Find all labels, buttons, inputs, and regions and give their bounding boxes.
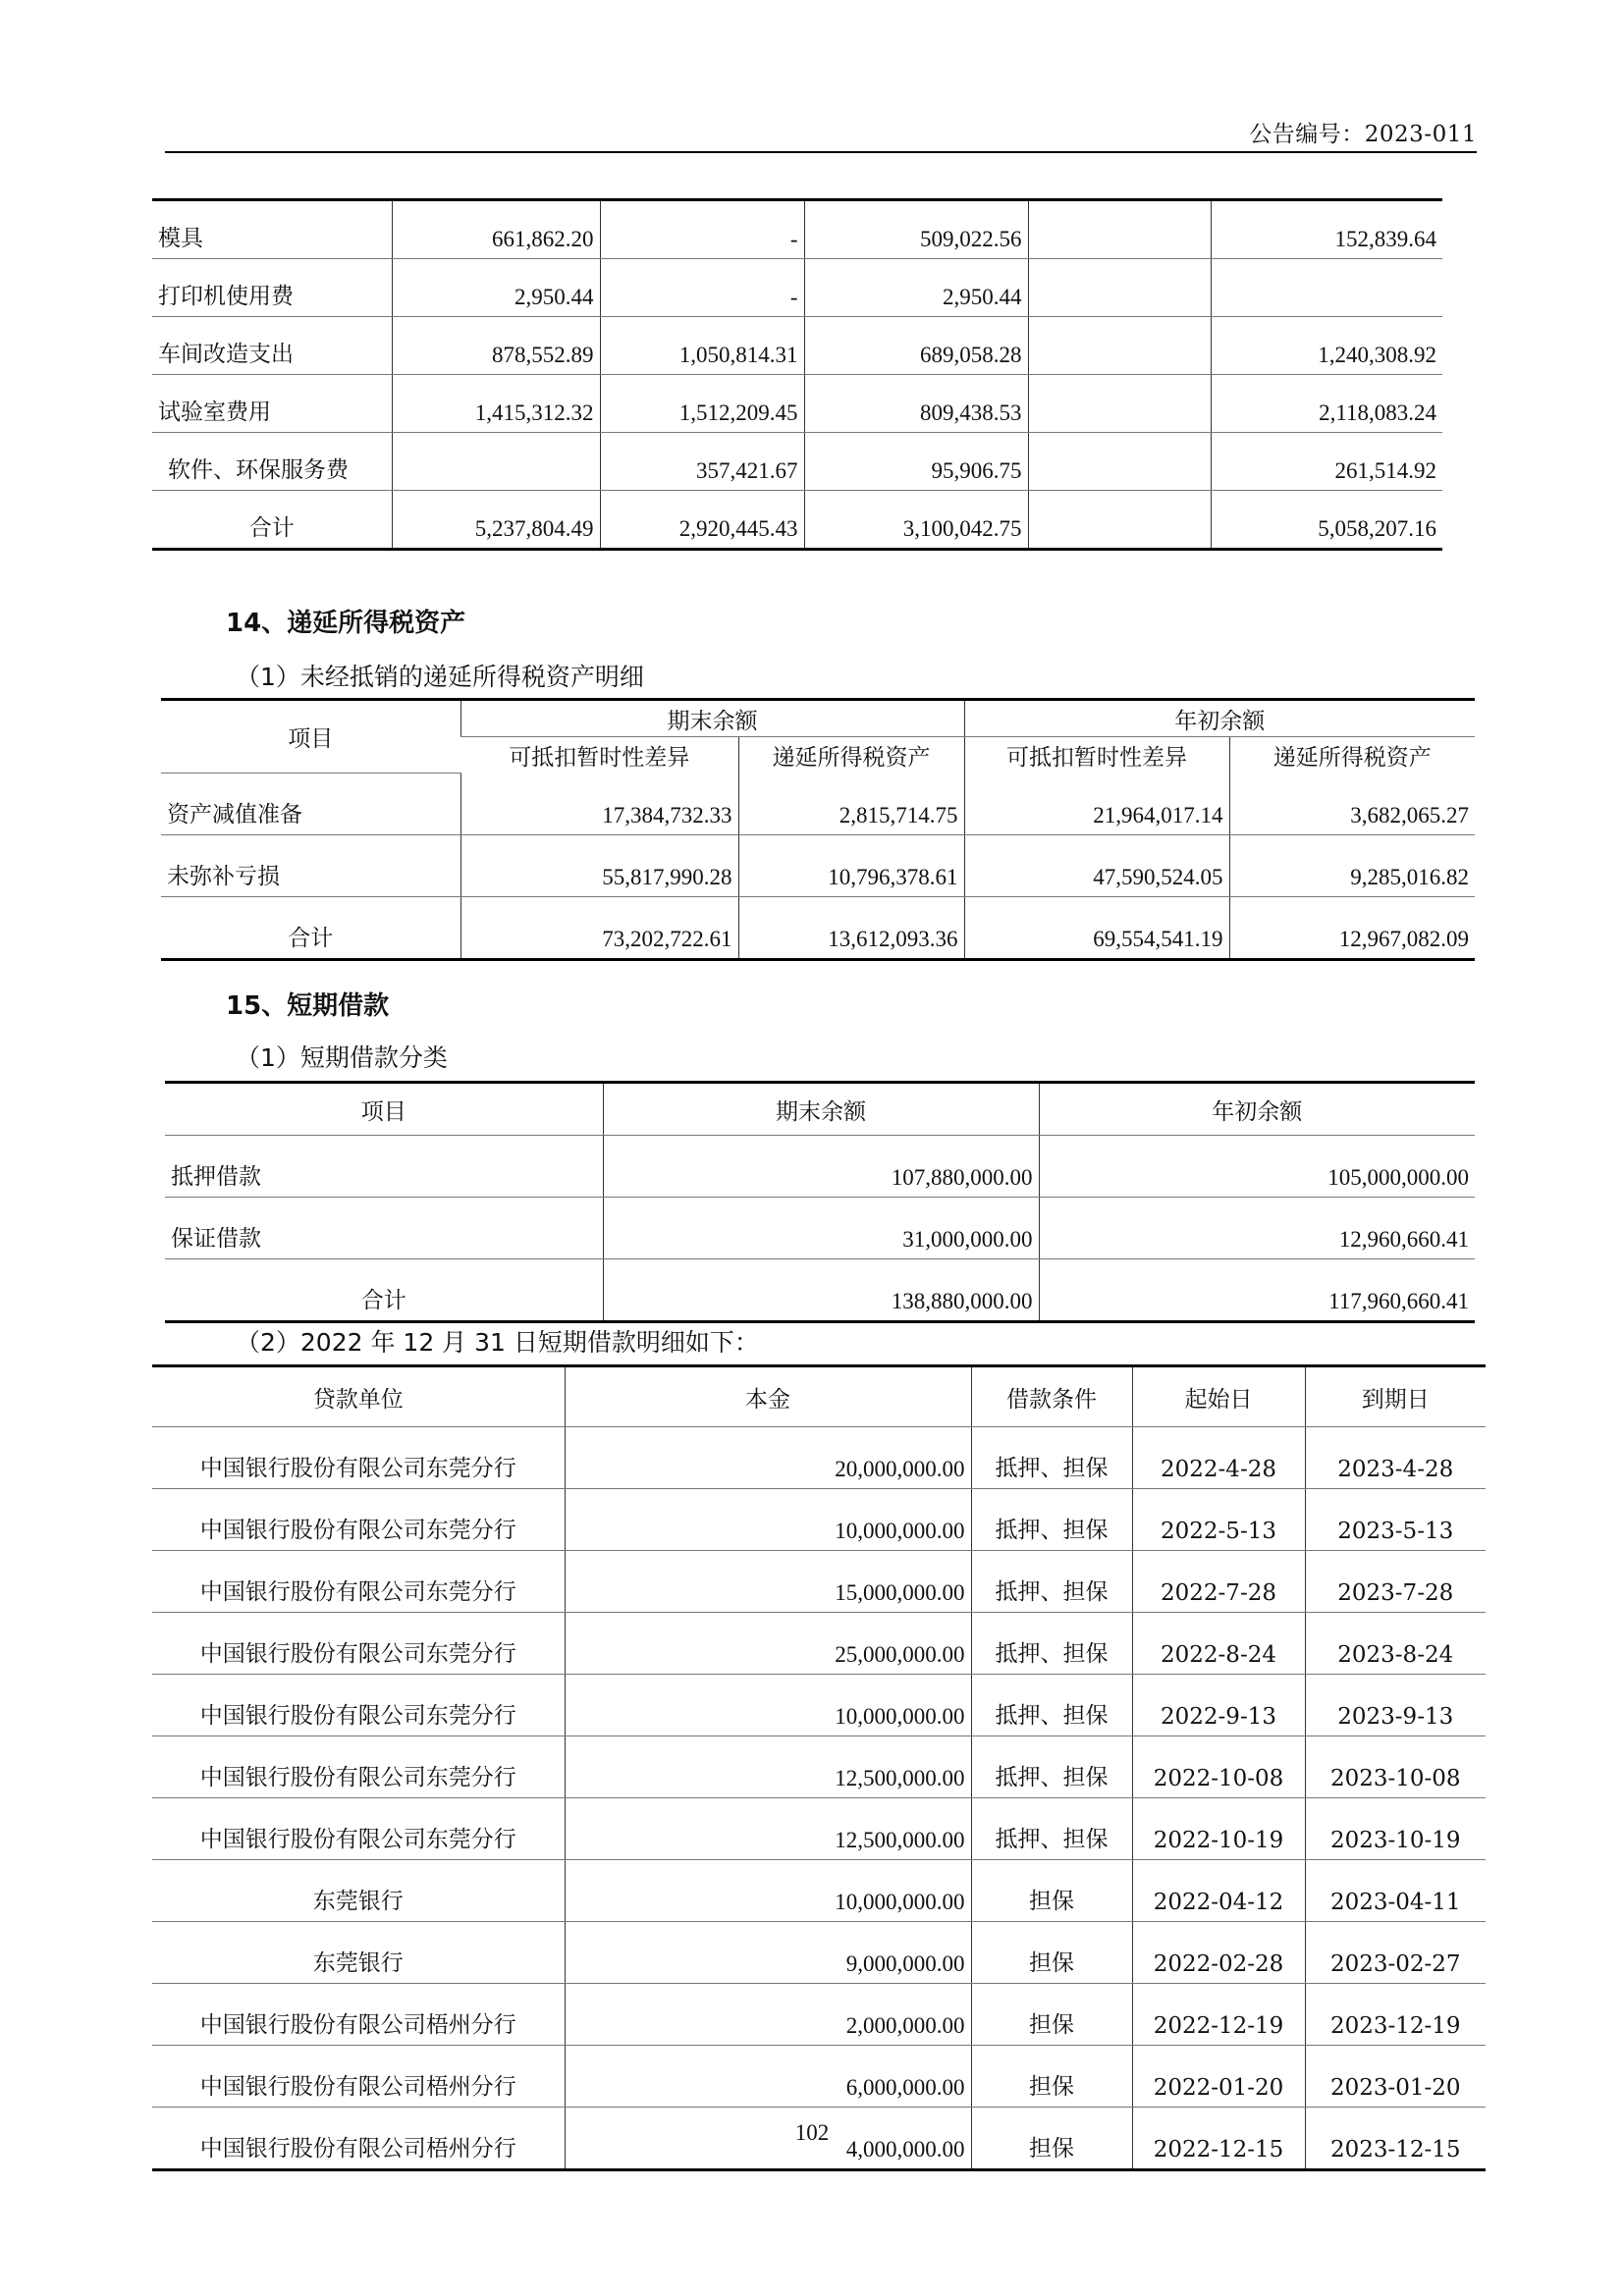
- lender-cell: 东莞银行: [152, 1860, 565, 1922]
- amount-cell: 138,880,000.00: [603, 1259, 1039, 1322]
- due-date-cell: 2023-02-27: [1305, 1922, 1486, 1984]
- condition-cell: 抵押、担保: [971, 1489, 1132, 1551]
- amount-cell: [1028, 433, 1211, 491]
- due-date-cell: 2023-12-19: [1305, 1984, 1486, 2046]
- column-header: 本金: [565, 1366, 971, 1427]
- table-row: [152, 1675, 1486, 1736]
- section-14-subtitle: （1）未经抵销的递延所得税资产明细: [236, 663, 644, 691]
- table-row: [152, 2046, 1486, 2108]
- table-row: [152, 200, 1442, 259]
- amount-cell: 2,118,083.24: [1211, 375, 1442, 433]
- principal-cell: 25,000,000.00: [565, 1613, 971, 1675]
- row-label: 保证借款: [165, 1198, 603, 1259]
- start-date-cell: 2022-12-15: [1132, 2108, 1305, 2170]
- amount-cell: 509,022.56: [804, 200, 1028, 259]
- column-header: 项目: [165, 1083, 603, 1136]
- column-header: 贷款单位: [152, 1366, 565, 1427]
- table-row: [152, 1860, 1486, 1922]
- start-date-cell: 2022-7-28: [1132, 1551, 1305, 1613]
- condition-cell: 担保: [971, 2046, 1132, 2108]
- amount-cell: 1,240,308.92: [1211, 317, 1442, 375]
- principal-cell: 12,500,000.00: [565, 1798, 971, 1860]
- amount-cell: 661,862.20: [392, 200, 600, 259]
- deferred-tax-assets-table: [161, 698, 1475, 961]
- section-15-subtitle-2: （2）2022 年 12 月 31 日短期借款明细如下：: [236, 1328, 759, 1357]
- condition-cell: 抵押、担保: [971, 1675, 1132, 1736]
- table-row: [152, 433, 1442, 491]
- condition-cell: 抵押、担保: [971, 1736, 1132, 1798]
- amount-cell: [1028, 200, 1211, 259]
- amount-cell: 689,058.28: [804, 317, 1028, 375]
- amount-cell: 5,237,804.49: [392, 491, 600, 550]
- principal-cell: 15,000,000.00: [565, 1551, 971, 1613]
- amount-cell: 1,512,209.45: [600, 375, 804, 433]
- principal-cell: 10,000,000.00: [565, 1860, 971, 1922]
- due-date-cell: 2023-12-15: [1305, 2108, 1486, 2170]
- lender-cell: 中国银行股份有限公司东莞分行: [152, 1675, 565, 1736]
- amount-cell: 9,285,016.82: [1229, 834, 1475, 896]
- condition-cell: 抵押、担保: [971, 1798, 1132, 1860]
- start-date-cell: 2022-10-19: [1132, 1798, 1305, 1860]
- amount-cell: 31,000,000.00: [603, 1198, 1039, 1259]
- section-15-title: 15、短期借款: [226, 991, 390, 1021]
- lender-cell: 中国银行股份有限公司东莞分行: [152, 1551, 565, 1613]
- row-label: 合计: [288, 925, 334, 951]
- row-label: 模具: [152, 200, 392, 259]
- row-label: 车间改造支出: [152, 317, 392, 375]
- table-row: [161, 773, 1475, 834]
- amount-cell: 1,050,814.31: [600, 317, 804, 375]
- lender-cell: 中国银行股份有限公司梧州分行: [152, 2046, 565, 2108]
- due-date-cell: 2023-4-28: [1305, 1427, 1486, 1489]
- principal-cell: 10,000,000.00: [565, 1675, 971, 1736]
- lender-cell: 中国银行股份有限公司东莞分行: [152, 1798, 565, 1860]
- due-date-cell: 2023-5-13: [1305, 1489, 1486, 1551]
- principal-cell: 2,000,000.00: [565, 1984, 971, 2046]
- header-year-begin: 年初余额: [964, 700, 1475, 737]
- amount-cell: 10,796,378.61: [738, 834, 964, 896]
- due-date-cell: 2023-04-11: [1305, 1860, 1486, 1922]
- amount-cell: [1028, 259, 1211, 317]
- column-header: 期末余额: [603, 1083, 1039, 1136]
- due-date-cell: 2023-10-08: [1305, 1736, 1486, 1798]
- amount-cell: 69,554,541.19: [964, 896, 1229, 959]
- condition-cell: 担保: [971, 1922, 1132, 1984]
- header-row: [165, 1083, 1475, 1136]
- condition-cell: 抵押、担保: [971, 1613, 1132, 1675]
- amount-cell: 13,612,093.36: [738, 896, 964, 959]
- row-label: 资产减值准备: [161, 773, 460, 834]
- table-row: [152, 1984, 1486, 2046]
- amount-cell: -: [600, 259, 804, 317]
- amount-cell: 47,590,524.05: [964, 834, 1229, 896]
- amount-cell: [1028, 317, 1211, 375]
- table-row: [165, 1198, 1475, 1259]
- amount-cell: 1,415,312.32: [392, 375, 600, 433]
- amount-cell: [1211, 259, 1442, 317]
- row-label: 试验室费用: [152, 375, 392, 433]
- short-term-borrowings-detail-table: [152, 1364, 1486, 2171]
- start-date-cell: 2022-12-19: [1132, 1984, 1305, 2046]
- amount-cell: 3,100,042.75: [804, 491, 1028, 550]
- principal-cell: 20,000,000.00: [565, 1427, 971, 1489]
- amount-cell: 2,950.44: [804, 259, 1028, 317]
- table-row: [152, 1489, 1486, 1551]
- due-date-cell: 2023-8-24: [1305, 1613, 1486, 1675]
- amount-cell: 878,552.89: [392, 317, 600, 375]
- header-begin-asset: 递延所得税资产: [1229, 737, 1475, 774]
- amount-cell: 152,839.64: [1211, 200, 1442, 259]
- section-15-subtitle-1: （1）短期借款分类: [236, 1043, 448, 1072]
- section-14-title: 14、递延所得税资产: [226, 609, 466, 638]
- table-row: [165, 1259, 1475, 1322]
- table-row: [152, 1798, 1486, 1860]
- row-label: 合计: [248, 515, 295, 541]
- due-date-cell: 2023-9-13: [1305, 1675, 1486, 1736]
- lender-cell: 东莞银行: [152, 1922, 565, 1984]
- table-row: [152, 1922, 1486, 1984]
- start-date-cell: 2022-9-13: [1132, 1675, 1305, 1736]
- amount-cell: 107,880,000.00: [603, 1136, 1039, 1198]
- table-row: [161, 834, 1475, 896]
- table-row: [165, 1136, 1475, 1198]
- table-row: [152, 1427, 1486, 1489]
- amount-cell: 55,817,990.28: [460, 834, 738, 896]
- condition-cell: 担保: [971, 1860, 1132, 1922]
- table-row: [152, 1551, 1486, 1613]
- start-date-cell: 2022-02-28: [1132, 1922, 1305, 1984]
- start-date-cell: 2022-4-28: [1132, 1427, 1305, 1489]
- amount-cell: 2,920,445.43: [600, 491, 804, 550]
- notice-number: 公告编号：2023-011: [1249, 122, 1477, 147]
- condition-cell: 担保: [971, 2108, 1132, 2170]
- table-row: [152, 1613, 1486, 1675]
- start-date-cell: 2022-04-12: [1132, 1860, 1305, 1922]
- row-label: 抵押借款: [165, 1136, 603, 1198]
- header-row: [152, 1366, 1486, 1427]
- amount-cell: [1028, 375, 1211, 433]
- table-row: [152, 1736, 1486, 1798]
- row-label: 打印机使用费: [152, 259, 392, 317]
- deferred-expenses-table: [152, 198, 1442, 551]
- table-row: [152, 375, 1442, 433]
- lender-cell: 中国银行股份有限公司东莞分行: [152, 1736, 565, 1798]
- amount-cell: 3,682,065.27: [1229, 773, 1475, 834]
- start-date-cell: 2022-01-20: [1132, 2046, 1305, 2108]
- table-row: [152, 317, 1442, 375]
- due-date-cell: 2023-7-28: [1305, 1551, 1486, 1613]
- principal-cell: 9,000,000.00: [565, 1922, 971, 1984]
- header-period-end: 期末余额: [460, 700, 964, 737]
- principal-cell: 10,000,000.00: [565, 1489, 971, 1551]
- start-date-cell: 2022-8-24: [1132, 1613, 1305, 1675]
- amount-cell: [392, 433, 600, 491]
- lender-cell: 中国银行股份有限公司东莞分行: [152, 1427, 565, 1489]
- table-row: [152, 259, 1442, 317]
- column-header: 年初余额: [1039, 1083, 1475, 1136]
- lender-cell: 中国银行股份有限公司东莞分行: [152, 1489, 565, 1551]
- row-label: 软件、环保服务费: [152, 433, 392, 491]
- amount-cell: 73,202,722.61: [460, 896, 738, 959]
- column-header: 起始日: [1132, 1366, 1305, 1427]
- table-row: [161, 896, 1475, 959]
- amount-cell: [1028, 491, 1211, 550]
- amount-cell: 17,384,732.33: [460, 773, 738, 834]
- lender-cell: 中国银行股份有限公司东莞分行: [152, 1613, 565, 1675]
- page-number: 102: [794, 2120, 830, 2145]
- header-begin-diff: 可抵扣暂时性差异: [964, 737, 1229, 774]
- row-label: 合计: [360, 1288, 406, 1313]
- principal-cell: 12,500,000.00: [565, 1736, 971, 1798]
- start-date-cell: 2022-10-08: [1132, 1736, 1305, 1798]
- table-row: [152, 491, 1442, 550]
- amount-cell: -: [600, 200, 804, 259]
- principal-cell: 6,000,000.00: [565, 2046, 971, 2108]
- condition-cell: 抵押、担保: [971, 1427, 1132, 1489]
- header-end-diff: 可抵扣暂时性差异: [509, 744, 690, 771]
- amount-cell: 105,000,000.00: [1039, 1136, 1475, 1198]
- principal-cell: 4,000,000.00: [565, 2108, 971, 2170]
- amount-cell: 809,438.53: [804, 375, 1028, 433]
- condition-cell: 抵押、担保: [971, 1551, 1132, 1613]
- amount-cell: 12,960,660.41: [1039, 1198, 1475, 1259]
- amount-cell: 2,815,714.75: [738, 773, 964, 834]
- row-label: 未弥补亏损: [161, 834, 460, 896]
- column-header: 借款条件: [971, 1366, 1132, 1427]
- start-date-cell: 2022-5-13: [1132, 1489, 1305, 1551]
- short-term-borrowings-table: [165, 1081, 1475, 1323]
- due-date-cell: 2023-01-20: [1305, 2046, 1486, 2108]
- amount-cell: 261,514.92: [1211, 433, 1442, 491]
- header-item: 项目: [161, 700, 460, 774]
- amount-cell: 117,960,660.41: [1039, 1259, 1475, 1322]
- column-header: 到期日: [1305, 1366, 1486, 1427]
- amount-cell: 95,906.75: [804, 433, 1028, 491]
- amount-cell: 12,967,082.09: [1229, 896, 1475, 959]
- lender-cell: 中国银行股份有限公司梧州分行: [152, 1984, 565, 2046]
- amount-cell: 2,950.44: [392, 259, 600, 317]
- amount-cell: 357,421.67: [600, 433, 804, 491]
- amount-cell: 21,964,017.14: [964, 773, 1229, 834]
- condition-cell: 担保: [971, 1984, 1132, 2046]
- due-date-cell: 2023-10-19: [1305, 1798, 1486, 1860]
- lender-cell: 中国银行股份有限公司梧州分行: [199, 2136, 516, 2162]
- page-header: [165, 116, 1477, 153]
- amount-cell: 5,058,207.16: [1211, 491, 1442, 550]
- header-end-asset: 递延所得税资产: [738, 737, 964, 774]
